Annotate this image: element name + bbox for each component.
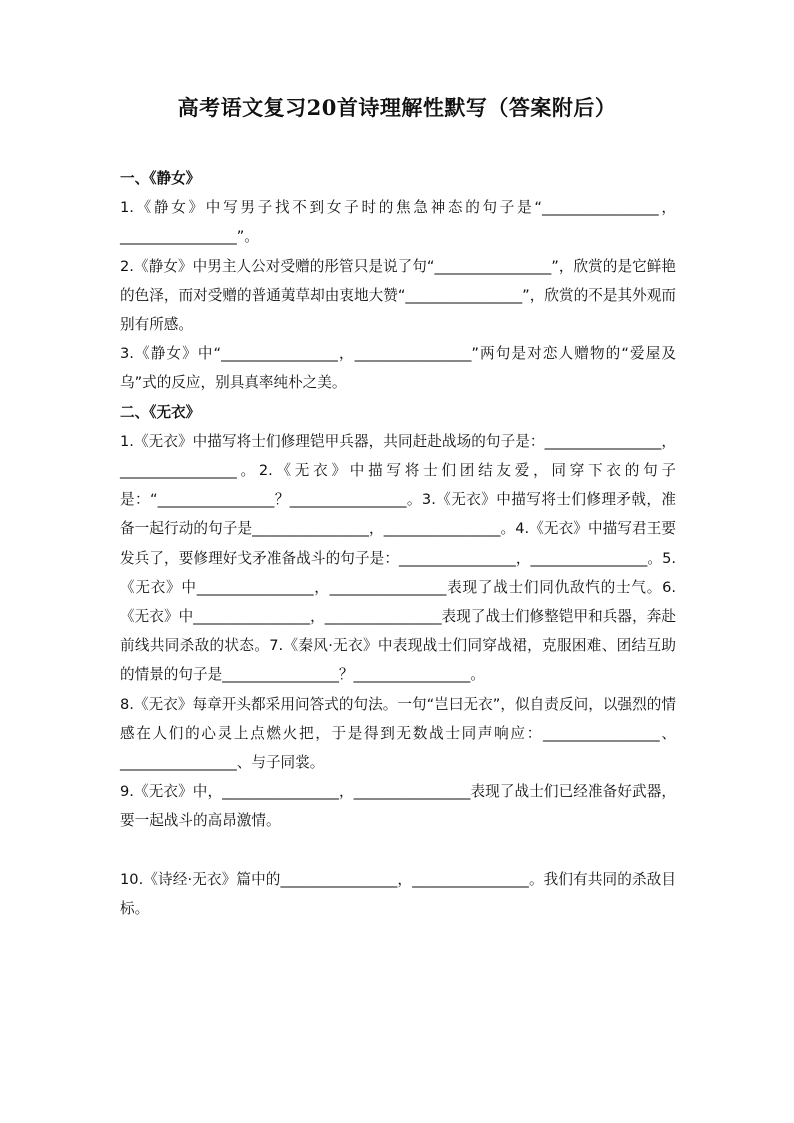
question-item: 3.《静女》中“________________，________________”两句是对恋人赠物的“爱屋及乌”式的反应，别具真率纯朴之美。 [120, 345, 676, 392]
section-heading-wuyi: 二、《无衣》 [120, 403, 201, 421]
question-item: 8.《无衣》每章开头都采用问答式的句法。一句“岂曰无衣”，似自责反问，以强烈的情感在人们的心灵上点燃火把，于是得到无数战士同声响应：________________、________________、与子同裳。 [120, 695, 676, 772]
question-item: 2.《静女》中男主人公对受赠的彤管只是说了句“________________”，欣赏的是它鲜艳的色泽，而对受赠的普通荑草却由衷地大赞“________________”，欣赏的不是其外观而别有所感。 [120, 257, 676, 334]
question-item: 1.《静女》中写男子找不到女子时的焦急神态的句子是“________________，________________”。 [120, 199, 676, 246]
document-body [120, 164, 676, 923]
page-title: 高考语文复习20首诗理解性默写（答案附后） [177, 95, 617, 120]
question-item: 9.《无衣》中，________________，________________表现了战士们已经准备好武器，要一起战斗的高昂激情。 [120, 783, 676, 830]
question-item: 10.《诗经·无衣》篇中的________________，________________。我们有共同的杀敌目标。 [120, 870, 676, 917]
question-item: 1.《无衣》中描写将士们修理铠甲兵器，共同赶赴战场的句子是：________________，________________。2.《无衣》中描写将士们团结友爱，同穿下衣的句子是：“________________？________________。3.《无衣》中描写将士们修理矛戟，准备一起行动的句子是________________，________________。4.《无衣》中描写君王要发兵了，要修理好戈矛准备战斗的句子是：________________，________________。5.《无衣》中________________，________________表现了战士们同仇敌忾的士气。6.《无衣》中________________，________________表现了战士们修整铠甲和兵器，奔赴前线共同杀敌的状态。7.《秦风·无衣》中表现战士们同穿战裙，克服困难、团结互助的情景的句子是________________？________________。 [120, 432, 676, 684]
blank-spacer [120, 836, 676, 865]
section-heading-jingnv: 一、《静女》 [120, 170, 201, 187]
